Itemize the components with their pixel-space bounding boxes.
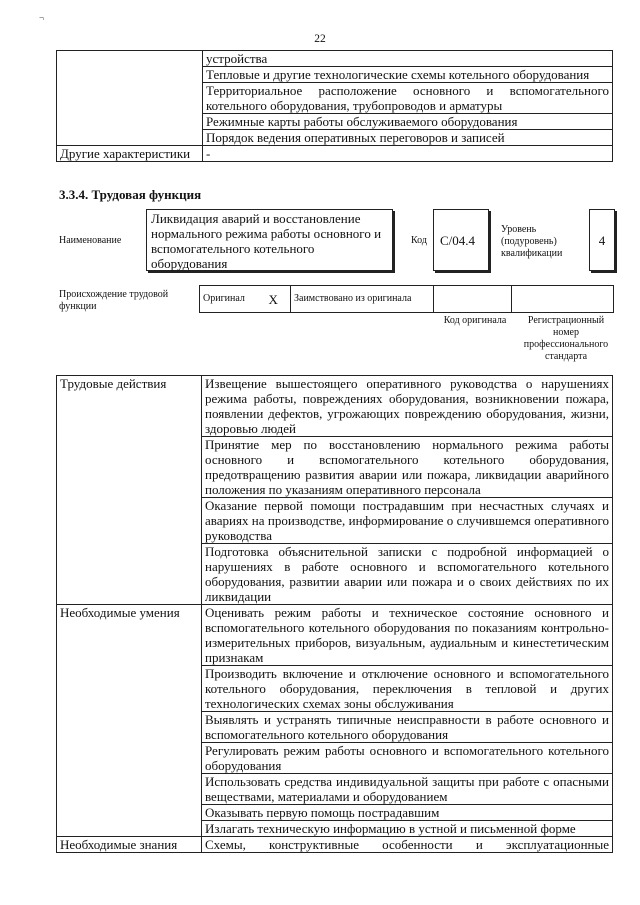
table-cell: Порядок ведения оперативных переговоров и записей (203, 130, 613, 146)
empty-label-cell (57, 51, 203, 146)
top-characteristics-table (56, 50, 613, 162)
code-label: Код (411, 235, 427, 246)
table-cell: Территориальное расположение основного и вспомогательного котельного оборудования, трубопроводов и арматуры (203, 83, 613, 114)
name-label: Наименование (59, 235, 122, 246)
table-cell: Оказание первой помощи пострадавшим при несчастных случаях и авариях на производстве, информирование о случившемся оперативного руководства (202, 498, 613, 544)
table-cell: Извещение вышестоящего оперативного руководства о нарушениях режима работы, повреждениях оборудования, возникновении пожара, появлении дефектов, угрожающих повреждению оборудования, жизни, здоровью людей (202, 376, 613, 437)
table-cell: Производить включение и отключение основного и вспомогательного котельного оборудования, переключения в тепловой и других технологических схемах зоны обслуживания (202, 666, 613, 712)
table-row (57, 376, 613, 437)
required-skills-label: Необходимые умения (57, 605, 202, 837)
table-cell: Схемы, конструктивные особенности и эксплуатационные (202, 837, 613, 853)
function-details-table (56, 375, 613, 853)
table-row (57, 837, 613, 853)
reg-number-caption: Регистрационный номер профессионального стандарта (523, 315, 609, 362)
function-name-box: Ликвидация аварий и восстановление нормального режима работы основного и вспомогательного котельного оборудования (146, 209, 393, 271)
level-value-box: 4 (589, 209, 615, 271)
table-row (200, 286, 614, 313)
labor-actions-label: Трудовые действия (57, 376, 202, 605)
table-row (57, 51, 613, 67)
table-cell: Оценивать режим работы и техническое состояние основного и вспомогательного котельного оборудования по показаниям контрольно-измерительных приборов, визуальным, аудиальным и кинестетическим признакам (202, 605, 613, 666)
table-cell: Выявлять и устранять типичные неисправности в работе основного и вспомогательного котельного оборудования (202, 712, 613, 743)
table-cell: Подготовка объяснительной записки с подробной информацией о нарушениях в работе основного и вспомогательного котельного оборудования, развитии аварии или пожара и о своих действиях по их ликвидации (202, 544, 613, 605)
required-knowledge-label: Необходимые знания (57, 837, 202, 853)
table-cell: Оказывать первую помощь пострадавшим (202, 805, 613, 821)
corner-mark: ¬ (39, 13, 45, 23)
table-cell: Излагать техническую информацию в устной и письменной форме (202, 821, 613, 837)
code-original-cell (434, 286, 512, 313)
borrowed-label: Заимствовано из оригинала (291, 286, 434, 313)
original-mark: Х (257, 286, 291, 313)
table-cell: устройства (203, 51, 613, 67)
table-cell: Принятие мер по восстановлению нормального режима работы основного и вспомогательного котельного оборудования, предотвращению развития аварии или пожара, ликвидации аварийного положения по указаниям оперативного персонала (202, 437, 613, 498)
table-cell: Регулировать режим работы основного и вспомогательного котельного оборудования (202, 743, 613, 774)
code-original-caption: Код оригинала (443, 315, 507, 326)
origin-label: Происхождение трудовой функции (59, 289, 169, 312)
other-characteristics-label: Другие характеристики (57, 146, 203, 162)
section-heading: 3.3.4. Трудовая функция (59, 187, 202, 202)
level-label: Уровень (подуровень) квалификации (501, 224, 563, 259)
reg-number-cell (512, 286, 614, 313)
code-value-box: С/04.4 (433, 209, 489, 271)
original-label: Оригинал (200, 286, 257, 313)
table-cell: Использовать средства индивидуальной защиты при работе с опасными веществами, материалами и оборудованием (202, 774, 613, 805)
table-cell: Режимные карты работы обслуживаемого оборудования (203, 114, 613, 130)
table-row (57, 605, 613, 666)
origin-table (199, 285, 614, 313)
table-cell: Тепловые и другие технологические схемы котельного оборудования (203, 67, 613, 83)
table-row (57, 146, 613, 162)
table-cell: - (203, 146, 613, 162)
page-number: 22 (314, 33, 326, 45)
